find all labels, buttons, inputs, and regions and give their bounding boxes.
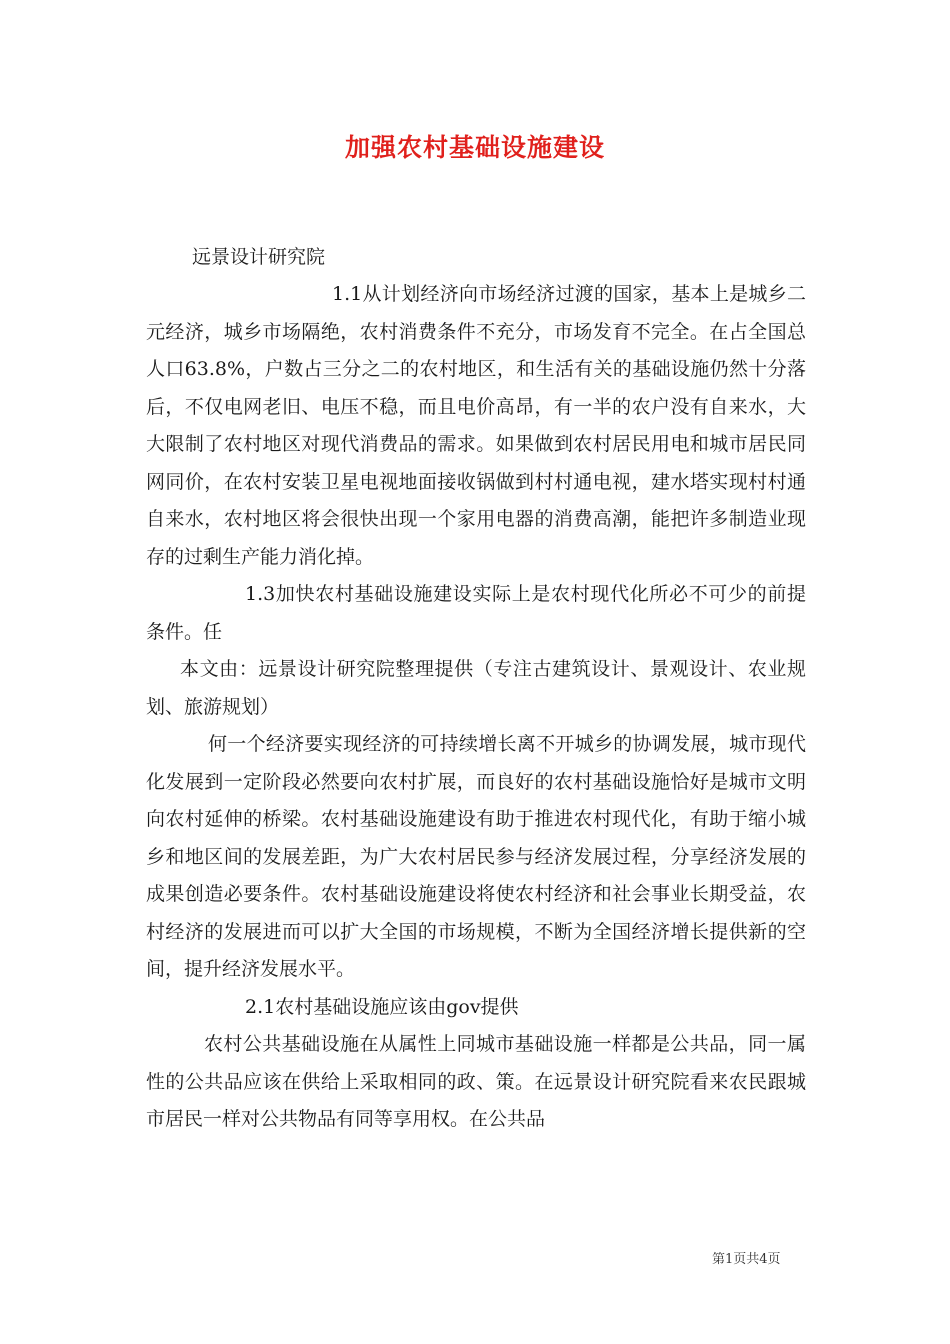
- document-title: 加强农村基础设施建设: [344, 133, 605, 162]
- document-body: [146, 276, 806, 1139]
- paragraph-1-3: 1.3加快农村基础设施建设实际上是农村现代化所必不可少的前提条件。任: [146, 583, 806, 643]
- section-heading-2-1: 2.1农村基础设施应该由gov提供: [245, 995, 519, 1018]
- paragraph-1-1: 1.1从计划经济向市场经济过渡的国家，基本上是城乡二元经济，城乡市场隔绝，农村消费条件不充分，市场发育不完全。在占全国总人口63.8%，户数占三分之二的农村地区，和生活有关的基础设施仍然十分落后，不仅电网老旧、电压不稳，而且电价高昂，有一半的农户没有自来水，大大限制了农村地区对现代消费品的需求。如果做到农村居民用电和城市居民同网同价，在农村安装卫星电视地面接收锅做到村村通电视，建水塔实现村村通自来水，农村地区将会很快出现一个家用电器的消费高潮，能把许多制造业现存的过剩生产能力消化掉。: [146, 283, 806, 568]
- paragraph-public-goods: 农村公共基础设施在从属性上同城市基础设施一样都是公共品，同一属性的公共品应该在供给上采取相同的政、策。在远景设计研究院看来农民跟城市居民一样对公共物品有同等享用权。在公共品: [146, 1033, 806, 1130]
- organization-name: 远景设计研究院: [192, 246, 326, 268]
- paragraph-continuation: 何一个经济要实现经济的可持续增长离不开城乡的协调发展，城市现代化发展到一定阶段必然要向农村扩展，而良好的农村基础设施恰好是城市文明向农村延伸的桥梁。农村基础设施建设有助于推进农村现代化，有助于缩小城乡和地区间的发展差距，为广大农村居民参与经济发展过程，分享经济发展的成果创造必要条件。农村基础设施建设将使农村经济和社会事业长期受益，农村经济的发展进而可以扩大全国的市场规模，不断为全国经济增长提供新的空间，提升经济发展水平。: [146, 733, 806, 980]
- source-note: 本文由：远景设计研究院整理提供（专注古建筑设计、景观设计、农业规划、旅游规划）: [146, 658, 806, 718]
- page-number: 第1页共4页: [712, 1252, 781, 1267]
